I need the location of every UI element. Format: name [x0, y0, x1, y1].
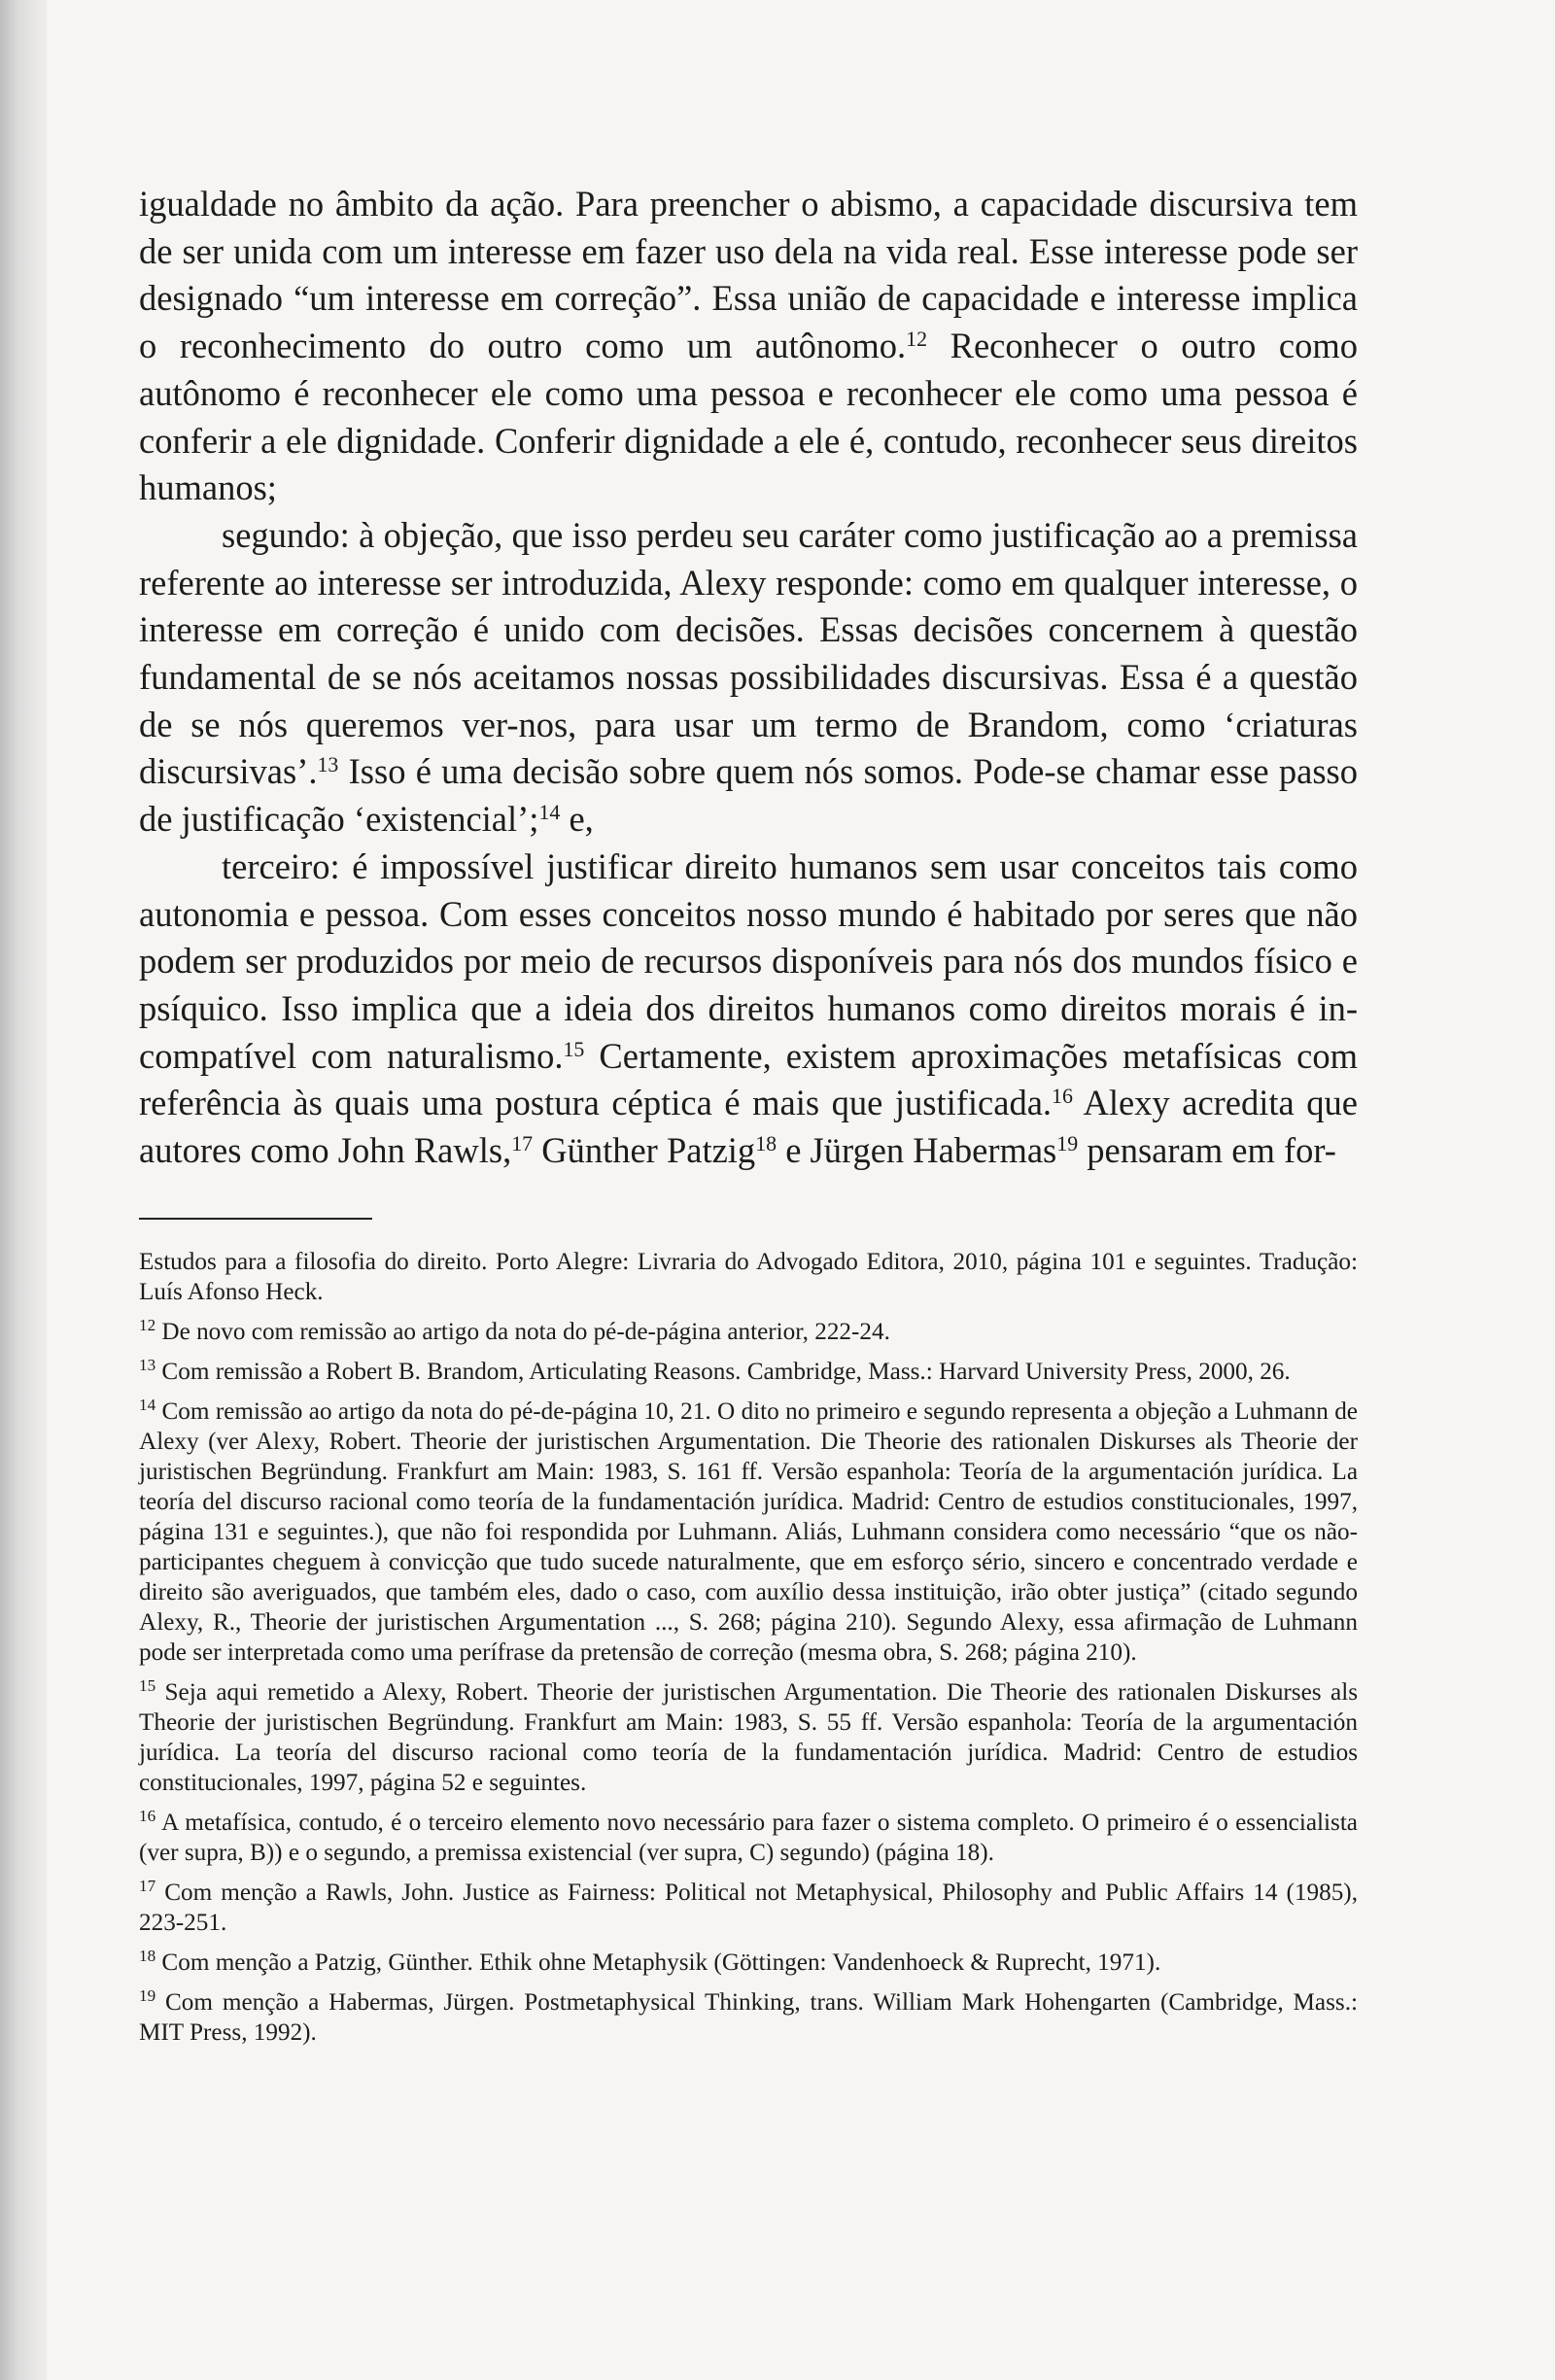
footnote-text: Com remissão a Robert B. Brandom, Articulating Reasons. Cambridge, Mass.: Harvard University Press, 2000, 26.: [156, 1358, 1291, 1385]
footnote-number: 12: [139, 1316, 156, 1335]
footnote-divider: [139, 1218, 372, 1220]
footnote-number: 14: [139, 1396, 156, 1415]
footnote-text: De novo com remissão ao artigo da nota do pé-de-página anterior, 222-24.: [156, 1318, 890, 1345]
paragraph-first: [139, 181, 1358, 512]
footnote-number: 16: [139, 1807, 156, 1826]
text-run: e,: [560, 799, 594, 840]
footnote-ref: 16: [1052, 1084, 1073, 1109]
text-run: Reconhecer o outro como autônomo é reconhecer ele como uma pessoa e reconhecer ele como uma pessoa é conferir a ele dignidade. Conferir dignidade a ele é, contudo, reconhecer seus direitos humanos;: [139, 326, 1359, 508]
footnote-text: A metafísica, contudo, é o terceiro elemento novo necessário para fazer o sistema completo. O primeiro é o essencialista (ver supra, B)) e o segundo, a premissa existencial (ver supra, C) segundo) (página 18).: [139, 1809, 1358, 1866]
footnote-19: [139, 1987, 1358, 2048]
footnote-number: 18: [139, 1947, 156, 1966]
footnote-ref: 18: [755, 1131, 778, 1156]
text-run: Alexy acredita que autores como John Rawls,: [139, 1083, 1358, 1171]
footnote-ref: 12: [906, 327, 928, 352]
footnote-number: 13: [139, 1356, 156, 1375]
main-text: [139, 181, 1358, 1175]
text-run: terceiro: é impossível justificar direito humanos sem usar conceitos tais como autonomia e pessoa. Com esses conceitos nosso mundo é habitado por seres que não podem ser produzidos por meio de recursos disponíveis para nós dos mundos físico e psíquico. Isso implica que a ideia dos direitos humanos como direitos morais é incompatível com naturalismo.: [139, 845, 1358, 1076]
text-run: pensaram em for-: [1078, 1130, 1336, 1171]
footnote-12: [139, 1317, 1358, 1347]
book-gutter-shadow: [0, 0, 47, 2380]
footnote-number: 15: [139, 1676, 156, 1696]
footnote-text: Com menção a Rawls, John. Justice as Fairness: Political not Metaphysical, Philosophy and Public Affairs 14 (1985), 223-251.: [139, 1879, 1358, 1936]
text-run: Isso é uma decisão sobre quem nós somos. Pode-se chamar esse passo de justificação ‘existencial’;: [139, 751, 1358, 840]
footnote-number: 17: [139, 1877, 156, 1896]
text-run: Certamente, existem aproximações metafísicas com referência às quais uma postura céptica é mais que justificada.: [139, 1035, 1358, 1123]
footnote-17: [139, 1878, 1358, 1938]
footnote-ref: 14: [538, 800, 561, 825]
text-run: e Jürgen Habermas: [777, 1130, 1057, 1171]
footnote-text: Com remissão ao artigo da nota do pé-de-página 10, 21. O dito no primeiro e segundo representa a objeção a Luhmann de Alexy (ver Alexy, Robert. Theorie der juristischen Argumentation. Die Theorie des rationalen Diskurses als Theorie der juristischen Begründung. Frankfurt am Main: 1983, S. 161 ff. Versão espanhola: Teoría de la argumentación jurídica. La teoría del discurso racional como teoría de la fundamentación jurídica. Madrid: Centro de estudios constitucionales, 1997, página 131 e seguintes.), que não foi respondida por Luhmann. Aliás, Luhmann considera como necessário “que os não-participantes cheguem à convicção que tudo sucede naturalmente, que em esforço sério, sincero e concentrado verdade e direito são averiguados, que também eles, dado o caso, com auxílio dessa instituição, irão obter justiça” (citado segundo Alexy, R., Theorie der juristischen Argumentation ..., S. 268; página 210). Segundo Alexy, essa afirmação de Luhmann pode ser interpretada como uma perífrase da pretensão de correção (mesma obra, S. 268; página 210).: [139, 1397, 1358, 1666]
footnote-18: [139, 1948, 1358, 1978]
footnote-ref: 17: [511, 1131, 534, 1156]
page-content: [139, 181, 1358, 2057]
paragraph-terceiro: [139, 844, 1358, 1175]
footnote-ref: 13: [317, 752, 339, 777]
footnote-14: [139, 1397, 1358, 1668]
footnotes: [139, 1247, 1358, 2048]
footnote-continuation: [139, 1247, 1358, 1307]
footnote-13: [139, 1357, 1358, 1387]
footnote-number: 19: [139, 1986, 156, 2006]
text-run: segundo: à objeção, que isso perdeu seu caráter como justificação ao a premissa referente ao interesse ser introduzida, Alexy responde: como em qualquer interesse, o interesse em correção é unido com decisões. Essas decisões concernem à questão fundamental de se nós aceitamos nossas possibilidades discursivas. Essa é a questão de se nós queremos ver-nos, para usar um termo de Brandom, como ‘criaturas discursivas’.: [139, 514, 1358, 792]
footnote-ref: 19: [1056, 1131, 1079, 1156]
text-run: igualdade no âmbito da ação. Para preencher o abismo, a capacidade discursiva tem de ser unida com um interesse em fazer uso dela na vida real. Esse interesse pode ser designado “um interesse em correção”. Essa união de capacidade e interesse implica o reconhecimento do outro como um autônomo.: [139, 184, 1358, 366]
footnote-16: [139, 1808, 1358, 1868]
footnote-text: Seja aqui remetido a Alexy, Robert. Theorie der juristischen Argumentation. Die Theorie des rationalen Diskurses als Theorie der juristischen Begründung. Frankfurt am Main: 1983, S. 55 ff. Versão espanhola: Teoría de la argumentación jurídica. La teoría del discurso racional como teoría de la fundamentación jurídica. Madrid: Centro de estudios constitucionales, 1997, página 52 e seguintes.: [139, 1678, 1358, 1796]
paragraph-segundo: [139, 512, 1358, 844]
footnote-text: Estudos para a filosofia do direito. Porto Alegre: Livraria do Advogado Editora, 2010, página 101 e seguintes. Tradução: Luís Afonso Heck.: [139, 1248, 1358, 1305]
footnote-15: [139, 1677, 1358, 1798]
footnote-ref: 15: [563, 1036, 585, 1061]
footnote-text: Com menção a Habermas, Jürgen. Postmetaphysical Thinking, trans. William Mark Hohengarten (Cambridge, Mass.: MIT Press, 1992).: [139, 1988, 1358, 2046]
footnote-text: Com menção a Patzig, Günther. Ethik ohne Metaphysik (Göttingen: Vandenhoeck & Ruprecht, 1971).: [156, 1949, 1161, 1976]
text-run: Günther Patzig: [533, 1130, 756, 1171]
